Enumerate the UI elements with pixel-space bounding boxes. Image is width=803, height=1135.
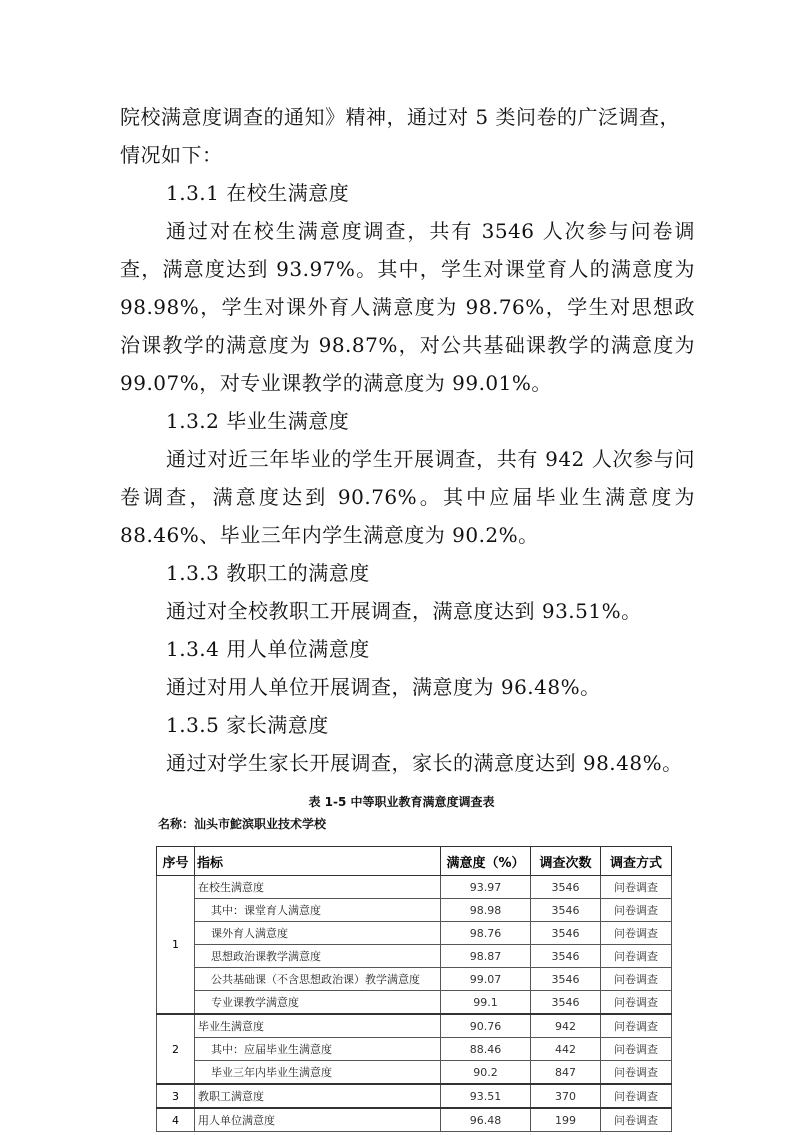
cell-count: 3546 xyxy=(531,945,601,968)
cell-satisfaction: 96.48 xyxy=(441,1108,531,1132)
cell-index: 4 xyxy=(157,1108,195,1132)
cell-method: 问卷调查 xyxy=(601,968,672,991)
cell-count: 847 xyxy=(531,1061,601,1085)
table-row xyxy=(157,876,672,899)
cell-indicator: 教职工满意度 xyxy=(195,1084,441,1108)
header-satisfaction: 满意度（%） xyxy=(441,847,531,876)
cell-indicator: 毕业生满意度 xyxy=(195,1014,441,1038)
cell-indicator: 公共基础课（不含思想政治课）教学满意度 xyxy=(195,968,441,991)
section-text-1-3-3: 通过对全校教职工开展调查，满意度达到 93.51%。 xyxy=(166,599,642,623)
table-row xyxy=(157,1038,672,1061)
cell-indicator: 其中：课堂育人满意度 xyxy=(195,899,441,922)
cell-count: 3546 xyxy=(531,922,601,945)
cell-method: 问卷调查 xyxy=(601,991,672,1015)
cell-count: 370 xyxy=(531,1084,601,1108)
cell-method: 问卷调查 xyxy=(601,1014,672,1038)
table-header-row xyxy=(157,847,672,876)
cell-index: 3 xyxy=(157,1084,195,1108)
table-body xyxy=(157,876,672,1132)
table-caption: 表 1-5 中等职业教育满意度调查表 xyxy=(308,795,495,809)
table-row xyxy=(157,1061,672,1085)
section-heading-1-3-2: 1.3.2 毕业生满意度 xyxy=(166,409,350,433)
satisfaction-table xyxy=(156,846,672,1132)
cell-satisfaction: 98.87 xyxy=(441,945,531,968)
cell-index: 2 xyxy=(157,1014,195,1084)
cell-method: 问卷调查 xyxy=(601,1084,672,1108)
table-row xyxy=(157,1084,672,1108)
cell-indicator: 思想政治课教学满意度 xyxy=(195,945,441,968)
intro-line-2: 情况如下： xyxy=(120,143,223,167)
header-method: 调查方式 xyxy=(601,847,672,876)
cell-satisfaction: 90.2 xyxy=(441,1061,531,1085)
cell-method: 问卷调查 xyxy=(601,945,672,968)
section-text-1-3-4: 通过对用人单位开展调查，满意度为 96.48%。 xyxy=(166,675,601,699)
header-count: 调查次数 xyxy=(531,847,601,876)
cell-method: 问卷调查 xyxy=(601,1061,672,1085)
table-row xyxy=(157,1014,672,1038)
table-row xyxy=(157,922,672,945)
cell-satisfaction: 88.46 xyxy=(441,1038,531,1061)
intro-paragraph xyxy=(120,98,695,174)
cell-count: 442 xyxy=(531,1038,601,1061)
table-row xyxy=(157,899,672,922)
section-heading-1-3-1: 1.3.1 在校生满意度 xyxy=(166,181,350,205)
cell-satisfaction: 99.1 xyxy=(441,991,531,1015)
header-indicator: 指标 xyxy=(195,847,441,876)
cell-indicator: 专业课教学满意度 xyxy=(195,991,441,1015)
cell-satisfaction: 98.98 xyxy=(441,899,531,922)
cell-method: 问卷调查 xyxy=(601,922,672,945)
cell-count: 199 xyxy=(531,1108,601,1132)
section-text-1-3-2: 通过对近三年毕业的学生开展调查，共有 942 人次参与问卷调查，满意度达到 90.76%。其中应届毕业生满意度为 88.46%、毕业三年内学生满意度为 90.2%。 xyxy=(120,447,695,547)
table-row xyxy=(157,1108,672,1132)
table-row xyxy=(157,991,672,1015)
cell-indicator: 用人单位满意度 xyxy=(195,1108,441,1132)
cell-satisfaction: 93.97 xyxy=(441,876,531,899)
section-heading-1-3-4: 1.3.4 用人单位满意度 xyxy=(166,637,370,661)
cell-satisfaction: 99.07 xyxy=(441,968,531,991)
table-row xyxy=(157,968,672,991)
cell-satisfaction: 98.76 xyxy=(441,922,531,945)
section-heading-1-3-5: 1.3.5 家长满意度 xyxy=(166,713,329,737)
table-row xyxy=(157,945,672,968)
cell-satisfaction: 90.76 xyxy=(441,1014,531,1038)
cell-method: 问卷调查 xyxy=(601,876,672,899)
cell-count: 942 xyxy=(531,1014,601,1038)
cell-count: 3546 xyxy=(531,876,601,899)
cell-index: 1 xyxy=(157,876,195,1015)
header-index: 序号 xyxy=(157,847,195,876)
cell-indicator: 在校生满意度 xyxy=(195,876,441,899)
cell-indicator: 其中：应届毕业生满意度 xyxy=(195,1038,441,1061)
cell-method: 问卷调查 xyxy=(601,899,672,922)
cell-indicator: 毕业三年内毕业生满意度 xyxy=(195,1061,441,1085)
section-text-1-3-5: 通过对学生家长开展调查，家长的满意度达到 98.48%。 xyxy=(166,751,683,775)
cell-indicator: 课外育人满意度 xyxy=(195,922,441,945)
section-text-1-3-1: 通过对在校生满意度调查，共有 3546 人次参与问卷调查，满意度达到 93.97%。其中，学生对课堂育人的满意度为 98.98%，学生对课外育人满意度为 98.76%，学生对思想政治课教学的满意度为 98.87%，对公共基础课教学的满意度为 99.07%，对专业课教学的满意度为 99.01%。 xyxy=(120,219,695,395)
cell-count: 3546 xyxy=(531,968,601,991)
cell-method: 问卷调查 xyxy=(601,1108,672,1132)
school-name: 名称：汕头市鮀滨职业技术学校 xyxy=(158,817,327,831)
cell-count: 3546 xyxy=(531,899,601,922)
section-heading-1-3-3: 1.3.3 教职工的满意度 xyxy=(166,561,370,585)
cell-satisfaction: 93.51 xyxy=(441,1084,531,1108)
cell-method: 问卷调查 xyxy=(601,1038,672,1061)
cell-count: 3546 xyxy=(531,991,601,1015)
intro-line-1: 院校满意度调查的通知》精神，通过对 5 类问卷的广泛调查， xyxy=(120,105,680,129)
